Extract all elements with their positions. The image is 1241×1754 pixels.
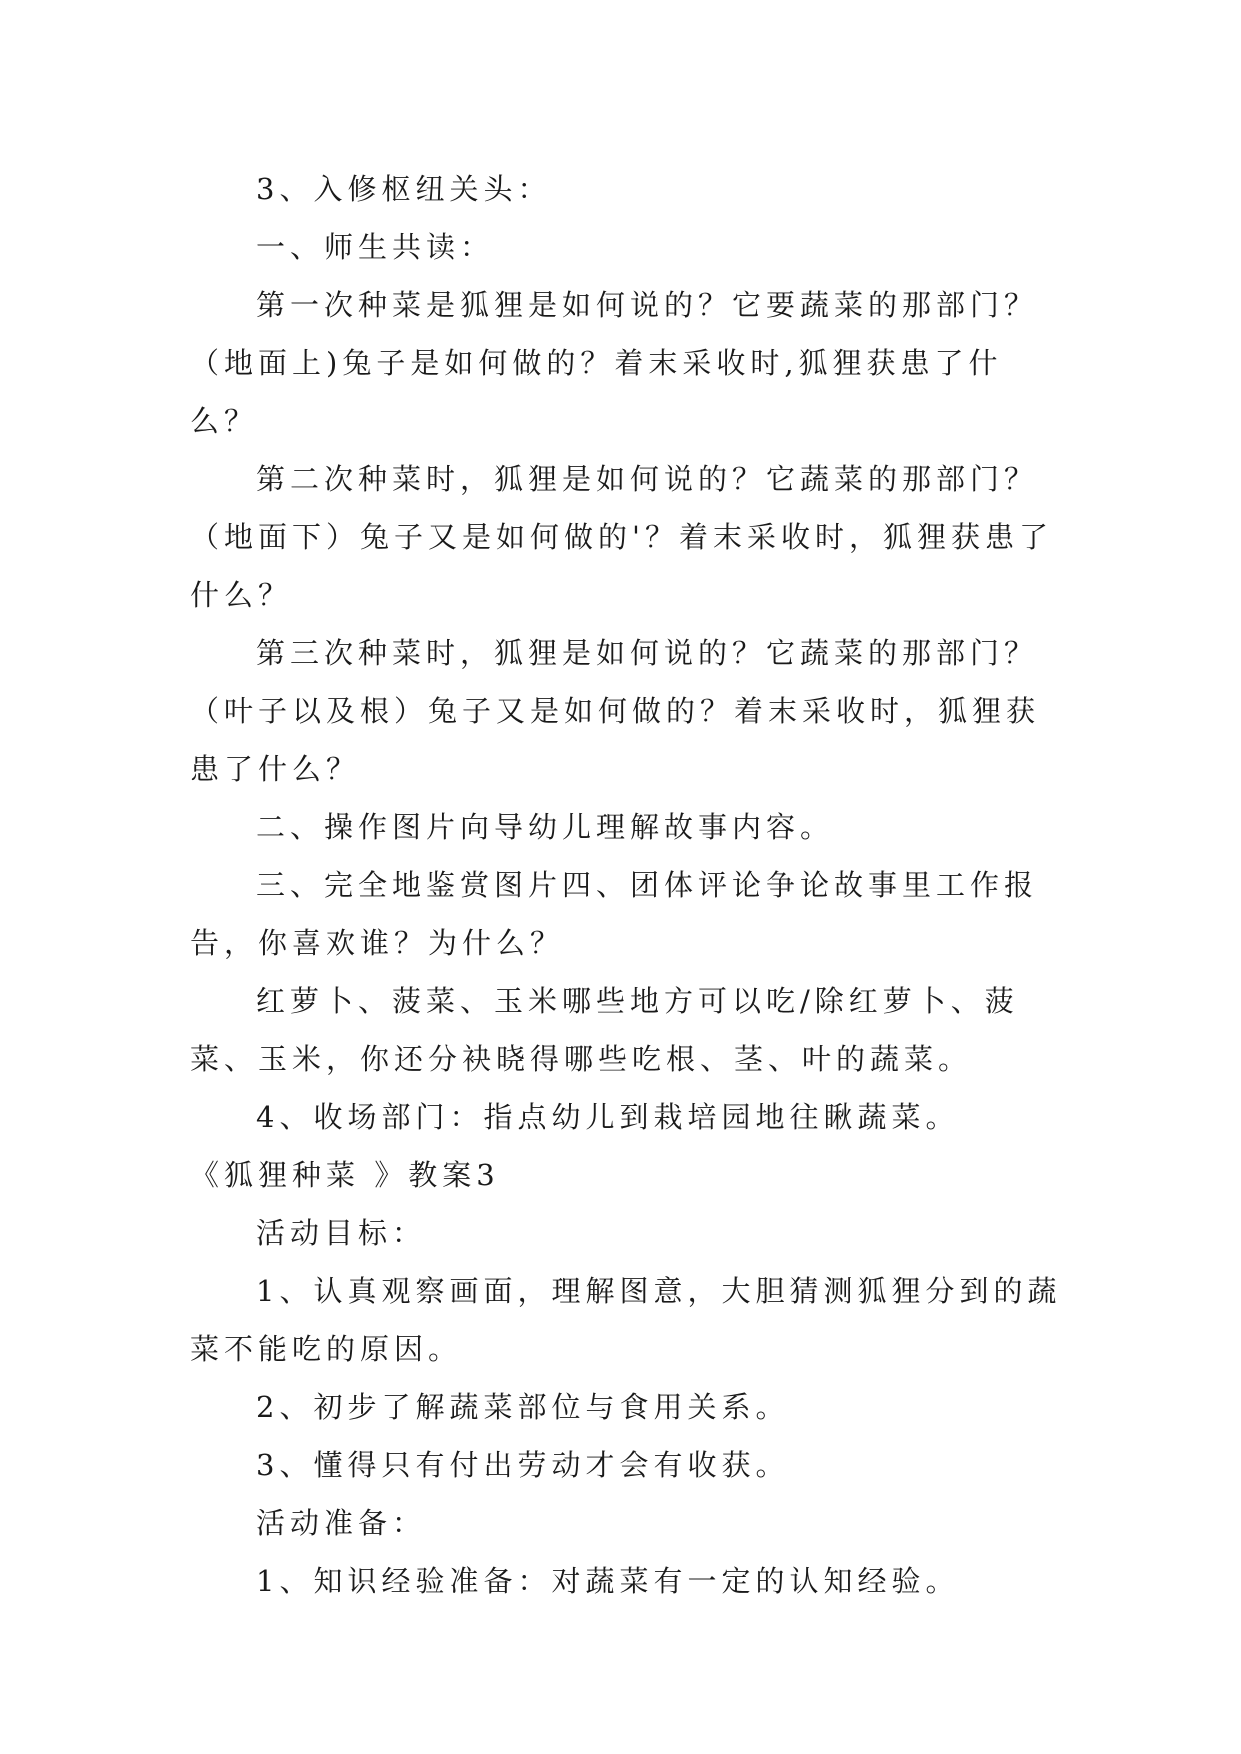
paragraph: 第一次种菜是狐狸是如何说的？它要蔬菜的那部门？（地面上)兔子是如何做的？着末采收时,狐狸获患了什么？ xyxy=(190,288,1039,438)
paragraph: 3、入修枢纽关头： xyxy=(256,172,552,206)
section-title: 《狐狸种菜 》教案3 xyxy=(190,1158,500,1192)
paragraph: 1、知识经验准备：对蔬菜有一定的认知经验。 xyxy=(256,1564,960,1598)
paragraph: 第二次种菜时，狐狸是如何说的？它蔬菜的那部门？（地面下）兔子又是如何做的'？着末采收时，狐狸获患了什么？ xyxy=(190,462,1053,612)
paragraph: 4、收场部门：指点幼儿到栽培园地往瞅蔬菜。 xyxy=(256,1100,960,1134)
paragraph: 活动目标： xyxy=(256,1216,427,1250)
paragraph: 3、懂得只有付出劳动才会有收获。 xyxy=(256,1448,790,1482)
document-body xyxy=(190,160,1070,1610)
paragraph: 二、操作图片向导幼儿理解故事内容。 xyxy=(256,810,835,844)
paragraph: 一、师生共读： xyxy=(256,230,495,264)
paragraph: 三、完全地鉴赏图片四、团体评论争论故事里工作报告，你喜欢谁？为什么？ xyxy=(190,868,1039,960)
paragraph: 1、认真观察画面，理解图意，大胆猜测狐狸分到的蔬菜不能吃的原因。 xyxy=(190,1274,1062,1366)
paragraph: 红萝卜、菠菜、玉米哪些地方可以吃/除红萝卜、菠菜、玉米，你还分袂晓得哪些吃根、茎、叶的蔬菜。 xyxy=(190,984,1019,1076)
paragraph: 活动准备： xyxy=(256,1506,427,1540)
paragraph: 第三次种菜时，狐狸是如何说的？它蔬菜的那部门？（叶子以及根）兔子又是如何做的？着末采收时，狐狸获患了什么？ xyxy=(190,636,1041,786)
paragraph: 2、初步了解蔬菜部位与食用关系。 xyxy=(256,1390,790,1424)
